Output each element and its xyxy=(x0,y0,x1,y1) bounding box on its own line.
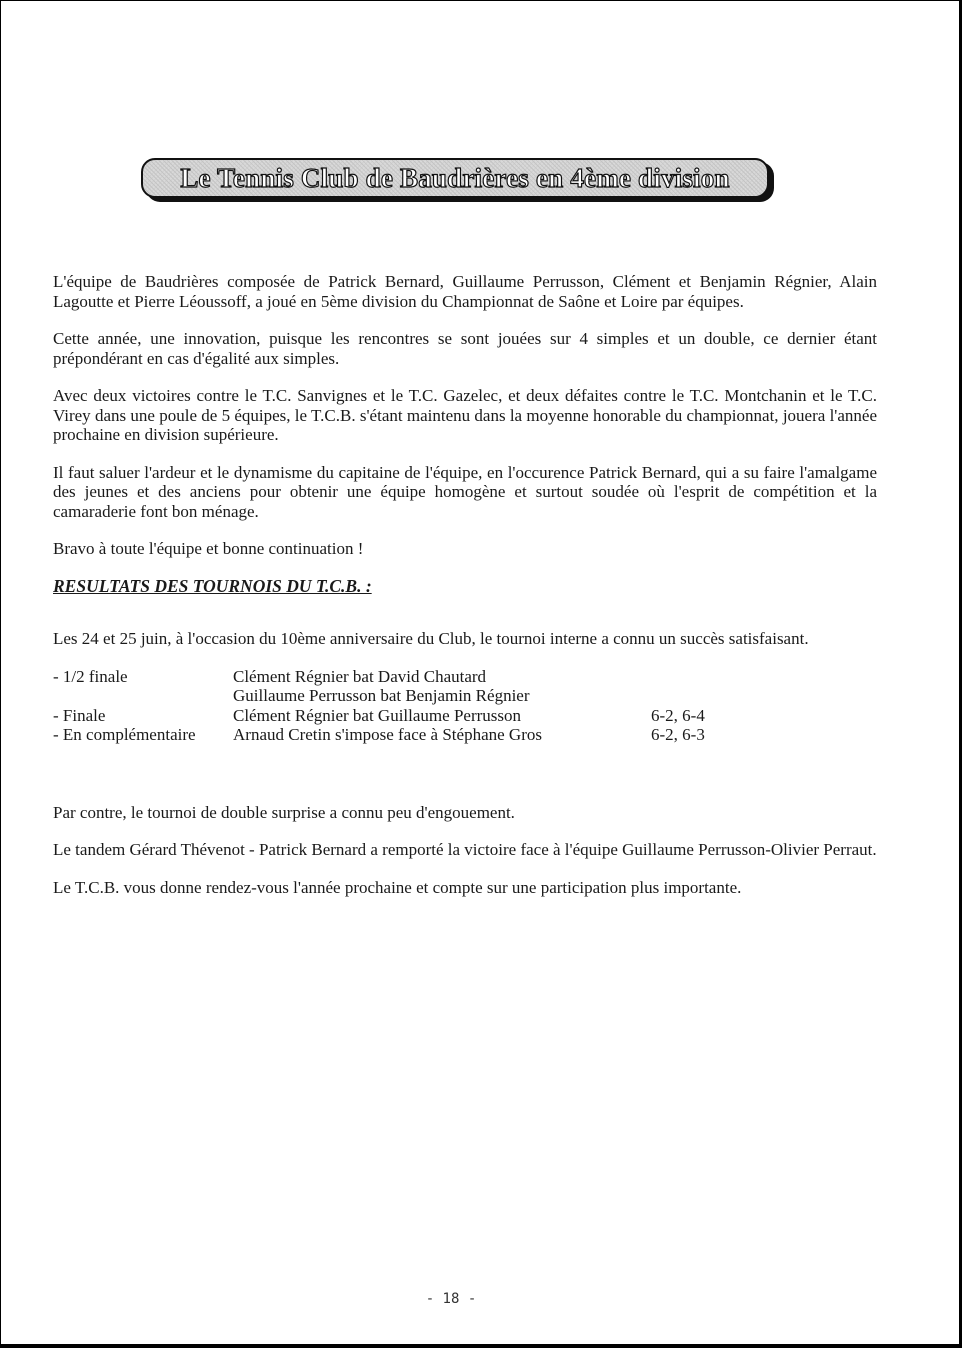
result-score: 6-2, 6-4 xyxy=(651,705,705,725)
result-round: - 1/2 finale xyxy=(53,666,128,686)
table-row xyxy=(53,667,751,687)
result-round xyxy=(53,686,233,706)
title-banner xyxy=(141,158,769,198)
paragraph-captain: Il faut saluer l'ardeur et le dynamisme du capitaine de l'équipe, en l'occurence Patrick Bernard, qui a su faire l'amalgame des jeunes et des anciens pour obtenir une équipe homogène et surtout soudée où l'esprit de compétition et la camaraderie font bon ménage. xyxy=(53,462,877,521)
paragraph-tournament-intro: Les 24 et 25 juin, à l'occasion du 10ème anniversaire du Club, le tournoi interne a connu un succès satisfaisant. xyxy=(53,629,809,648)
paragraph-double-tournament: Par contre, le tournoi de double surprise a connu peu d'engouement. xyxy=(53,802,515,822)
article-body xyxy=(53,272,877,915)
result-match: Guillaume Perrusson bat Benjamin Régnier xyxy=(233,686,530,705)
page-title: Le Tennis Club de Baudrières en 4ème division xyxy=(180,162,730,193)
result-match: Clément Régnier bat Guillaume Perrusson xyxy=(233,705,521,725)
results-table xyxy=(53,667,751,745)
table-row xyxy=(53,725,751,745)
page-number: - 18 - xyxy=(425,1291,477,1307)
paragraph-double-winners: Le tandem Gérard Thévenot - Patrick Bernard a remporté la victoire face à l'équipe Guillaume Perrusson-Olivier Perraut. xyxy=(53,840,877,859)
results-heading: RESULTATS DES TOURNOIS DU T.C.B. : xyxy=(53,575,372,596)
paragraph-results: Avec deux victoires contre le T.C. Sanvignes et le T.C. Gazelec, et deux défaites contre le T.C. Montchanin et le T.C. Virey dans une poule de 5 équipes, le T.C.B. s'étant maintenu dans la moyenne honorable du championnat, jouera l'année prochaine en division supérieure. xyxy=(53,386,877,444)
result-round: - En complémentaire xyxy=(53,725,196,744)
result-match: Arnaud Cretin s'impose face à Stéphane Gros xyxy=(233,725,542,744)
paragraph-team: L'équipe de Baudrières composée de Patrick Bernard, Guillaume Perrusson, Clément et Benjamin Régnier, Alain Lagoutte et Pierre Léoussoff, a joué en 5ème division du Championnat de Saône et Loire par équipes. xyxy=(53,272,877,311)
paragraph-closing: Le T.C.B. vous donne rendez-vous l'année prochaine et compte sur une participation plus importante. xyxy=(53,877,742,897)
result-score xyxy=(651,667,751,687)
paragraph-innovation: Cette année, une innovation, puisque les rencontres se sont jouées sur 4 simples et un double, ce dernier étant prépondérant en cas d'égalité aux simples. xyxy=(53,329,877,368)
result-score xyxy=(651,686,751,706)
table-row xyxy=(53,706,751,726)
result-round: - Finale xyxy=(53,705,106,725)
table-row xyxy=(53,686,751,706)
paragraph-bravo: Bravo à toute l'équipe et bonne continuation ! xyxy=(53,539,364,558)
result-score: 6-2, 6-3 xyxy=(651,725,705,744)
result-match: Clément Régnier bat David Chautard xyxy=(233,666,487,686)
